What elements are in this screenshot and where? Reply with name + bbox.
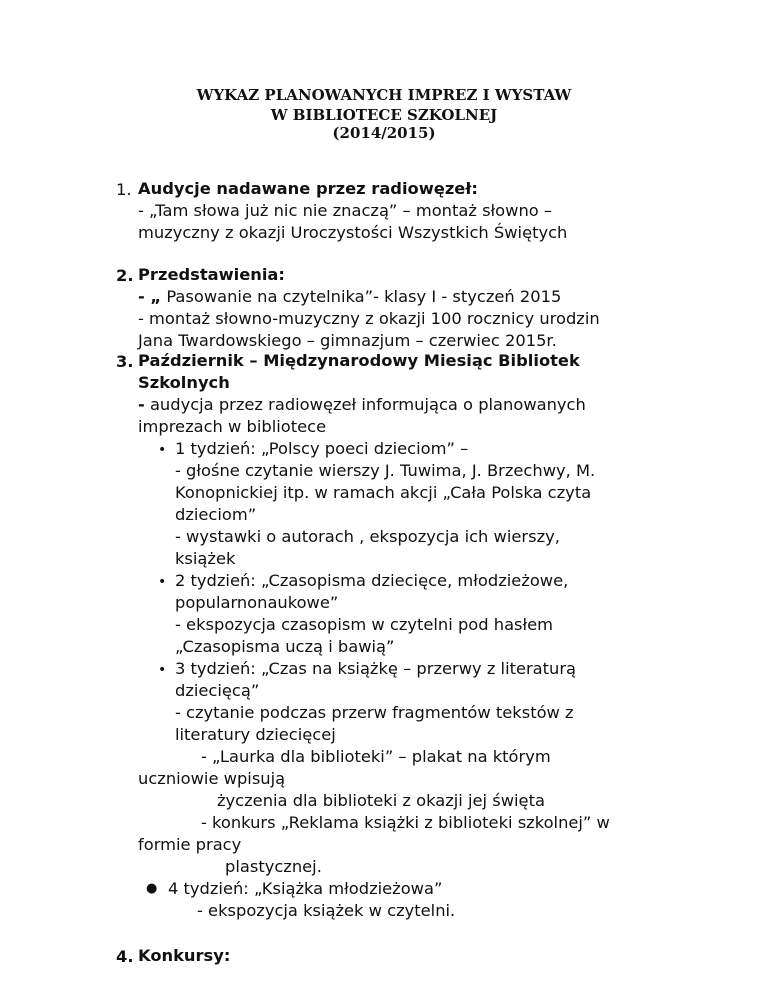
bullet-icon: •: [158, 442, 167, 458]
week-1-line: 1 tydzień: „Polscy poeci dzieciom” –: [175, 439, 469, 458]
week-3-extra-line: życzenia dla biblioteki z okazji jej święta: [217, 791, 545, 810]
week-2-line: 2 tydzień: „Czasopisma dziecięce, młodzieżowe,: [175, 571, 569, 590]
section-2-heading: Przedstawienia:: [138, 265, 285, 284]
section-2-line: Jana Twardowskiego – gimnazjum – czerwiec 2015r.: [138, 331, 557, 350]
week-1-line: dzieciom”: [175, 505, 257, 524]
week-3-line: dziecięcą”: [175, 681, 260, 700]
week-1-line: książek: [175, 549, 236, 568]
section-3-intro-prefix: -: [138, 395, 145, 414]
week-1-line: - głośne czytanie wierszy J. Tuwima, J. Brzechwy, M.: [175, 461, 596, 480]
section-3-heading: Szkolnych: [138, 373, 230, 392]
week-3-extra-line: - „Laurka dla biblioteki” – plakat na którym: [201, 747, 551, 766]
week-3-extra-line: plastycznej.: [225, 857, 322, 876]
week-2-line: popularnonaukowe”: [175, 593, 339, 612]
section-4-heading: Konkursy:: [138, 946, 231, 965]
section-1-line: - „Tam słowa już nic nie znaczą” – montaż słowno –: [138, 201, 553, 220]
bullet-icon: ●: [146, 881, 158, 896]
week-3-line: - czytanie podczas przerw fragmentów tekstów z: [175, 703, 574, 722]
week-1-line: Konopnickiej itp. w ramach akcji „Cała Polska czyta: [175, 483, 592, 502]
section-2-line-text: Pasowanie na czytelnika”- klasy I - styczeń 2015: [161, 287, 562, 306]
bullet-icon: •: [158, 574, 167, 590]
week-1-line: - wystawki o autorach , ekspozycja ich wierszy,: [175, 527, 560, 546]
section-2-line: [138, 286, 561, 308]
section-3-intro-text: audycja przez radiowęzeł informująca o planowanych: [144, 395, 586, 414]
week-2-line: - ekspozycja czasopism w czytelni pod hasłem: [175, 615, 554, 634]
section-4-number: 4.: [116, 947, 134, 966]
section-3-number: 3.: [116, 352, 134, 371]
week-3-extra-line: - konkurs „Reklama książki z biblioteki szkolnej” w: [201, 813, 610, 832]
document-title-line1: WYKAZ PLANOWANYCH IMPREZ I WYSTAW: [196, 86, 572, 104]
bullet-icon: •: [158, 662, 167, 678]
week-4-line: - ekspozycja książek w czytelni.: [197, 901, 456, 920]
document-title-line2: W BIBLIOTECE SZKOLNEJ: [270, 106, 498, 124]
week-4-line: 4 tydzień: „Książka młodzieżowa”: [168, 879, 443, 898]
document-title-line3: (2014/2015): [332, 124, 436, 142]
week-2-line: „Czasopisma uczą i bawią”: [175, 637, 395, 656]
section-2-line: - montaż słowno-muzyczny z okazji 100 rocznicy urodzin: [138, 309, 600, 328]
week-3-line: 3 tydzień: „Czas na książkę – przerwy z literaturą: [175, 659, 577, 678]
section-3-intro: imprezach w bibliotece: [138, 417, 327, 436]
section-3-heading: Październik – Międzynarodowy Miesiąc Bibliotek: [138, 351, 580, 370]
week-3-line: literatury dziecięcej: [175, 725, 336, 744]
section-2-prefix: - „: [138, 287, 162, 306]
week-3-extra-line: formie pracy: [138, 835, 242, 854]
section-1-line: muzyczny z okazji Uroczystości Wszystkich Świętych: [138, 223, 568, 242]
week-3-extra-line: uczniowie wpisują: [138, 769, 286, 788]
section-1-heading: Audycje nadawane przez radiowęzeł:: [138, 179, 478, 198]
section-2-number: 2.: [116, 266, 134, 285]
section-1-number: 1.: [116, 180, 132, 199]
section-3-intro: [138, 394, 586, 416]
